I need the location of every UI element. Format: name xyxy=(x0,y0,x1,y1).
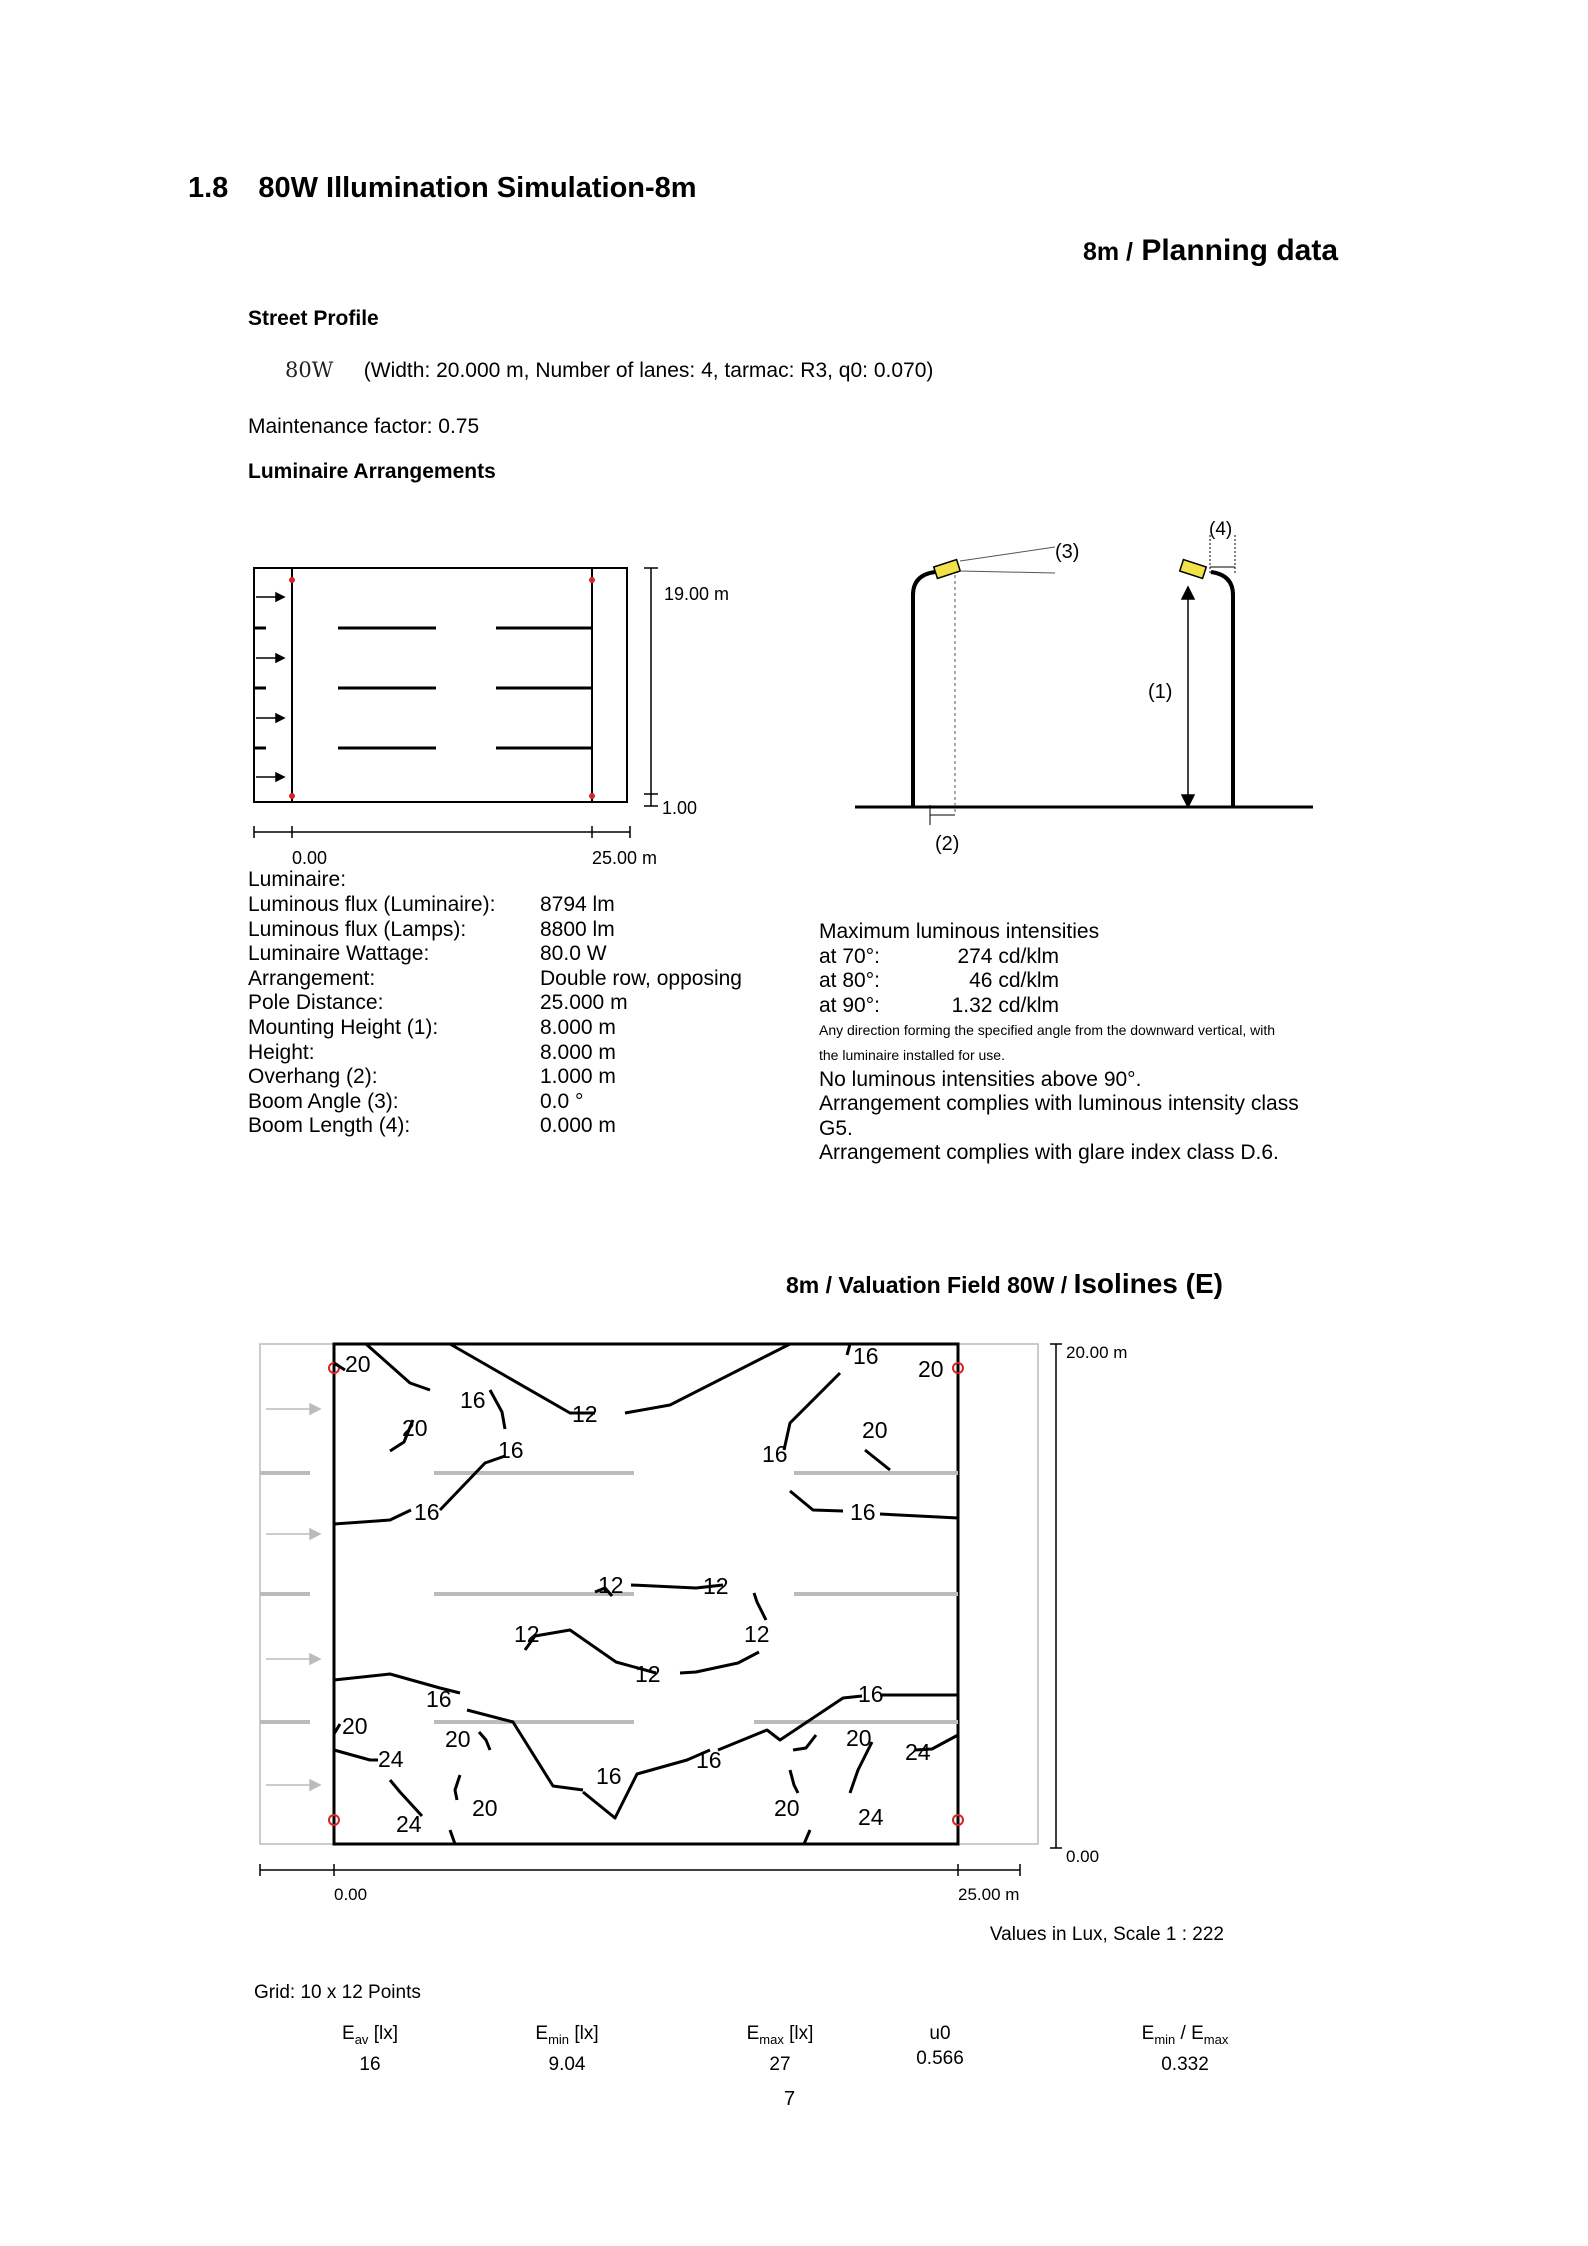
spec-value: 8.000 m xyxy=(540,1015,616,1039)
section-heading xyxy=(188,172,697,205)
stat-sep: / xyxy=(1175,2023,1192,2044)
table-row xyxy=(248,991,742,1016)
spec-value: Double row, opposing xyxy=(540,966,742,990)
spec-key: Boom Length (4): xyxy=(248,1114,411,1138)
stat-sub: av xyxy=(354,2031,369,2047)
intensity-line: Arrangement complies with glare index class D.6. xyxy=(819,1141,1279,1165)
stat-eav xyxy=(320,2021,420,2077)
spec-key: Luminaire Wattage: xyxy=(248,942,430,966)
stat-label: E xyxy=(1191,2023,1204,2044)
contour-label: 16 xyxy=(414,1499,440,1525)
stat-emax xyxy=(720,2021,840,2077)
lane-markings xyxy=(338,628,592,748)
stat-emin xyxy=(512,2021,622,2077)
luminaire-arrangements-heading: Luminaire Arrangements xyxy=(248,460,496,483)
pole-marker xyxy=(289,577,295,583)
stat-label: E xyxy=(342,2023,355,2044)
x-end-label: 25.00 m xyxy=(958,1885,1020,1904)
table-row xyxy=(248,1065,742,1090)
pole-left xyxy=(913,572,935,807)
contour-label: 12 xyxy=(703,1573,729,1599)
contour-label: 16 xyxy=(426,1686,452,1712)
boom-angle-line xyxy=(960,571,1055,573)
contour-label: 20 xyxy=(774,1795,800,1821)
width-label: 19.00 m xyxy=(664,584,730,604)
contour-label: 20 xyxy=(402,1415,428,1441)
plan-diagram xyxy=(240,550,760,880)
y-dimension xyxy=(1050,1344,1062,1848)
stat-sub: max xyxy=(759,2031,784,2047)
spec-value: 80.0 W xyxy=(540,942,607,966)
table-row xyxy=(248,1041,742,1066)
contour-label: 20 xyxy=(918,1356,944,1382)
table-row xyxy=(248,1114,742,1139)
pole-marker xyxy=(289,793,295,799)
stat-unit: [lx] xyxy=(574,2023,599,2044)
stat-label: E xyxy=(746,2023,760,2044)
spec-value: 1.000 m xyxy=(540,1065,616,1089)
label-1: (1) xyxy=(1148,681,1173,703)
isolines-title xyxy=(786,1268,1223,1300)
contour-label: 20 xyxy=(846,1725,872,1751)
street-profile-heading: Street Profile xyxy=(248,307,379,330)
boom-angle-line xyxy=(960,547,1055,561)
table-row xyxy=(248,893,742,918)
luminaire-left-icon xyxy=(934,560,961,579)
spec-value: 0.0 ° xyxy=(540,1089,584,1113)
pole-diagram xyxy=(845,515,1325,875)
spec-value: 8.000 m xyxy=(540,1040,616,1064)
intensity-line: G5. xyxy=(819,1116,853,1140)
lane-ticks xyxy=(254,628,266,748)
grid-note: Grid: 10 x 12 Points xyxy=(254,1982,421,2003)
contour-label: 20 xyxy=(345,1351,371,1377)
contour-label: 12 xyxy=(514,1621,540,1647)
x-start-label: 0.00 xyxy=(334,1885,368,1904)
contour-label: 24 xyxy=(378,1746,404,1772)
x-dimension xyxy=(254,826,630,838)
stat-value: 9.04 xyxy=(548,2053,586,2075)
maintenance-factor: Maintenance factor: 0.75 xyxy=(248,415,480,438)
luminaire-specs-table xyxy=(248,893,742,1139)
stat-ratio xyxy=(1120,2021,1250,2077)
table-row xyxy=(248,1090,742,1115)
contour-label: 16 xyxy=(858,1681,884,1707)
intensity-note: Any direction forming the specified angle from the downward vertical, with xyxy=(819,1022,1275,1039)
traffic-arrows xyxy=(266,1404,320,1790)
contour-label: 16 xyxy=(596,1763,622,1789)
stat-value: 16 xyxy=(359,2053,381,2075)
spec-value: 8794 lm xyxy=(540,893,615,916)
table-row xyxy=(248,918,742,943)
intensity-angle: at 80°: xyxy=(819,969,880,993)
pole-marker xyxy=(589,577,595,583)
stat-value: 0.566 xyxy=(916,2048,964,2069)
intensity-value: 1.32 cd/klm xyxy=(951,993,1059,1017)
stat-label: u0 xyxy=(929,2023,951,2044)
x-dimension xyxy=(260,1864,1020,1876)
contour-label: 16 xyxy=(498,1437,524,1463)
contour-label: 20 xyxy=(862,1417,888,1443)
label-3: (3) xyxy=(1055,541,1080,563)
spec-value: 25.000 m xyxy=(540,991,628,1015)
intensity-row xyxy=(819,945,1299,970)
spec-key: Pole Distance: xyxy=(248,991,384,1015)
contour-label: 16 xyxy=(853,1343,879,1369)
luminaire-heading: Luminaire: xyxy=(248,868,347,891)
street-profile-tag: 80W xyxy=(285,358,334,382)
scale-note: Values in Lux, Scale 1 : 222 xyxy=(989,1924,1224,1945)
contour-label: 12 xyxy=(635,1661,661,1687)
contour-label: 12 xyxy=(598,1572,624,1598)
isolines-diagram xyxy=(250,1330,1150,1920)
luminaire-right-icon xyxy=(1180,560,1207,579)
y-bottom-label: 0.00 xyxy=(1066,1847,1100,1866)
y-top-label: 20.00 m xyxy=(1066,1343,1128,1362)
stat-value: 27 xyxy=(769,2053,791,2075)
planning-prefix: 8m / xyxy=(1082,238,1133,266)
spec-key: Luminous flux (Luminaire): xyxy=(248,893,496,916)
intensity-row xyxy=(819,994,1299,1019)
contour-label: 12 xyxy=(572,1401,598,1427)
max-intensities-heading: Maximum luminous intensities xyxy=(819,920,1100,943)
spec-key: Height: xyxy=(248,1040,315,1064)
intensity-row xyxy=(819,969,1299,994)
pole-right xyxy=(1211,572,1233,807)
page-number: 7 xyxy=(784,2088,796,2110)
contour-label: 16 xyxy=(850,1499,876,1525)
section-title: 80W Illumination Simulation-8m xyxy=(258,172,697,204)
max-intensities-block xyxy=(819,920,1299,1166)
contour-label: 16 xyxy=(460,1387,486,1413)
mounting-height-dimension xyxy=(1182,587,1194,807)
contour-labels xyxy=(342,1343,944,1837)
intensity-line: Arrangement complies with luminous intensity class xyxy=(819,1092,1299,1116)
contour-label: 12 xyxy=(744,1621,770,1647)
stat-unit: [lx] xyxy=(373,2023,398,2044)
planning-label: Planning data xyxy=(1141,234,1338,267)
spec-value: 8800 lm xyxy=(540,917,615,941)
stat-sub: max xyxy=(1203,2031,1229,2047)
width-dimension xyxy=(644,568,658,806)
spec-key: Overhang (2): xyxy=(248,1065,378,1089)
isolines-label: Isolines (E) xyxy=(1073,1268,1223,1299)
spec-key: Luminous flux (Lamps): xyxy=(248,917,467,941)
isolines-prefix: 8m / Valuation Field 80W / xyxy=(786,1272,1068,1298)
contour-label: 16 xyxy=(762,1441,788,1467)
contour-label: 20 xyxy=(342,1713,368,1739)
pole-marker xyxy=(589,793,595,799)
spec-key: Mounting Height (1): xyxy=(248,1015,439,1039)
intensity-angle: at 90°: xyxy=(819,993,880,1017)
contour-label: 20 xyxy=(445,1726,471,1752)
contour-label: 16 xyxy=(696,1747,722,1773)
spec-key: Arrangement: xyxy=(248,966,376,990)
contour-label: 24 xyxy=(858,1804,884,1830)
stat-value: 0.332 xyxy=(1161,2053,1209,2075)
spec-value: 0.000 m xyxy=(540,1114,616,1138)
stat-label: E xyxy=(535,2023,549,2044)
section-number: 1.8 xyxy=(188,172,229,204)
table-row xyxy=(248,967,742,992)
stat-u0 xyxy=(900,2021,980,2071)
intensity-value: 274 cd/klm xyxy=(957,944,1059,968)
road-outline xyxy=(254,568,627,802)
table-row xyxy=(248,1016,742,1041)
stat-sub: min xyxy=(548,2031,570,2047)
stat-label: E xyxy=(1141,2023,1155,2044)
spec-key: Boom Angle (3): xyxy=(248,1089,399,1113)
x-end-label: 25.00 m xyxy=(592,848,658,868)
street-profile-line xyxy=(285,358,933,383)
table-row xyxy=(248,942,742,967)
planning-title xyxy=(1083,234,1338,268)
x-start-label: 0.00 xyxy=(292,848,328,868)
intensity-note: the luminaire installed for use. xyxy=(819,1046,1005,1063)
label-4: (4) xyxy=(1209,519,1233,540)
label-2: (2) xyxy=(935,833,960,855)
intensity-angle: at 70°: xyxy=(819,944,880,968)
contour-label: 24 xyxy=(905,1739,931,1765)
intensity-line: No luminous intensities above 90°. xyxy=(819,1067,1142,1091)
intensity-value: 46 cd/klm xyxy=(969,969,1059,993)
boom-length-dimension xyxy=(1210,535,1235,575)
stat-sub: min xyxy=(1154,2031,1176,2047)
stat-unit: [lx] xyxy=(789,2023,814,2044)
contour-label: 24 xyxy=(396,1811,422,1837)
contour-label: 20 xyxy=(472,1795,498,1821)
street-profile-description: (Width: 20.000 m, Number of lanes: 4, tarmac: R3, q0: 0.070) xyxy=(363,359,934,382)
offset-label: 1.00 xyxy=(662,798,698,818)
